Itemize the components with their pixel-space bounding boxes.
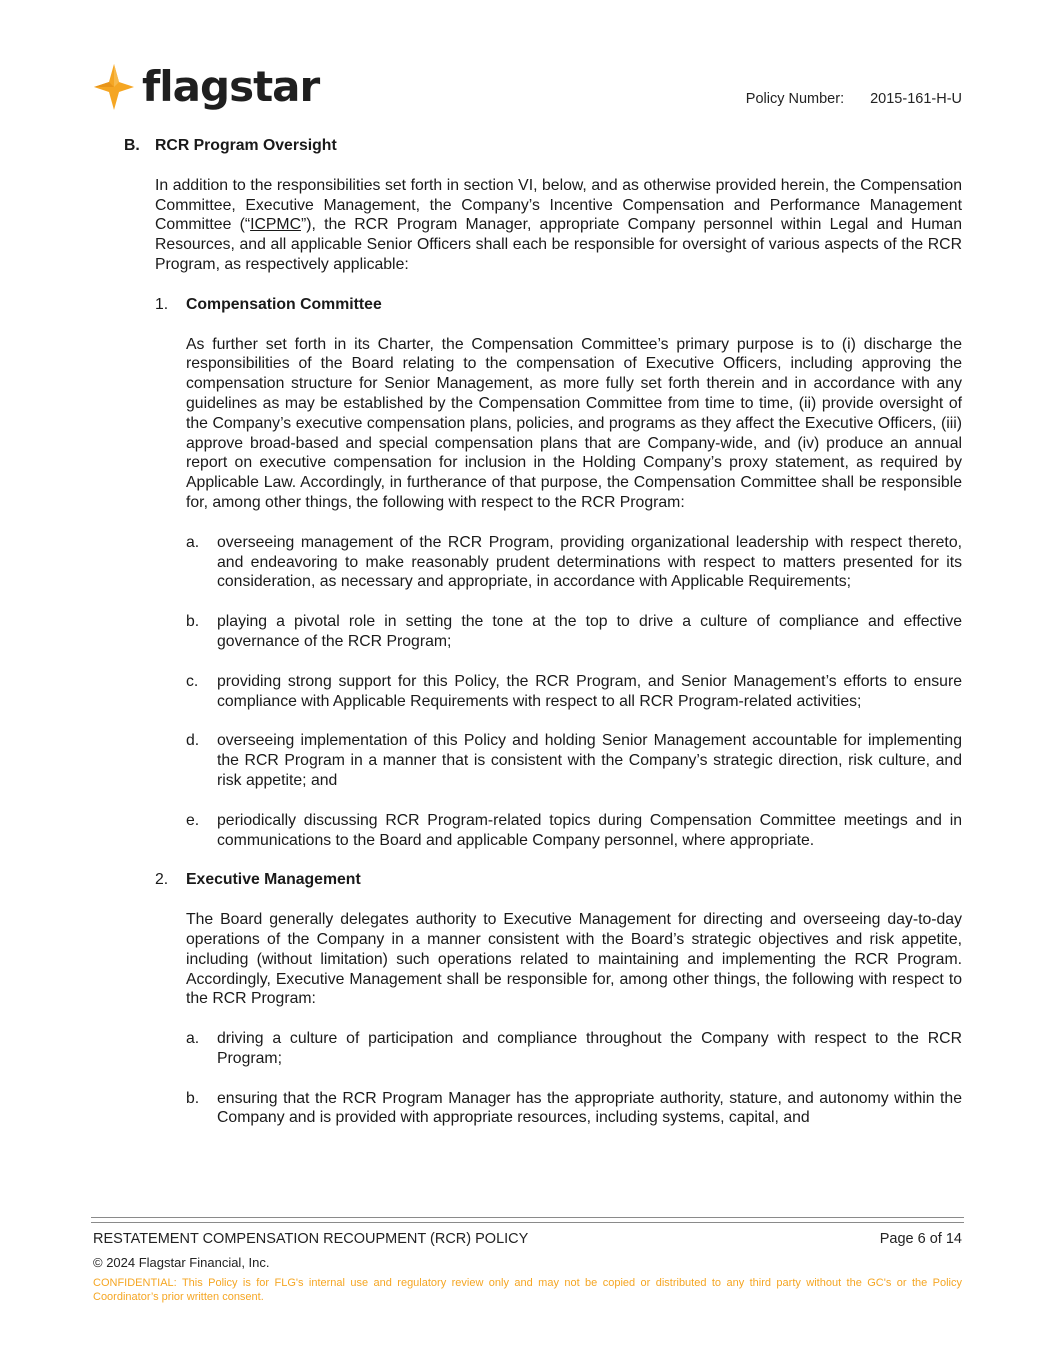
subsection-title: Executive Management <box>186 871 361 889</box>
page-number: Page 6 of 14 <box>879 1231 962 1247</box>
subsection-body: As further set forth in its Charter, the Compensation Committee’s primary purpose is to (i) discharge the responsibilities of the Board relating to the compensation of Executive Officers, including approving the compensation structure for Senior Management, as more fully set forth therein and in accordance with any guidelines as may be established by the Compensation Committee from time to time, (ii) provide oversight of the Company’s executive compensation plans, policies, and programs as they affect the Executive Officers, (iii) approve broad-based and special compensation plans that are Company-wide, and (iv) produce an annual report on executive compensation for inclusion in the Holding Company’s proxy statement, as required by Applicable Law. Accordingly, in furtherance of that purpose, the Compensation Committee shall be responsible for, among other things, the following with respect to the RCR Program: <box>186 335 962 511</box>
list-marker: c. <box>186 672 199 690</box>
footer-divider <box>91 1217 964 1223</box>
section-title: RCR Program Oversight <box>155 137 337 154</box>
section-intro <box>155 176 962 275</box>
footer-policy-title: RESTATEMENT COMPENSATION RECOUPMENT (RCR) POLICY <box>93 1231 529 1247</box>
list-marker: b. <box>186 613 200 631</box>
company-logo <box>92 60 319 114</box>
flagstar-star-icon <box>92 62 136 112</box>
subsection-number: 2. <box>155 871 169 889</box>
section-heading <box>124 136 962 156</box>
list-item <box>186 811 962 851</box>
section-marker: B. <box>124 137 140 154</box>
intro-text-start: In addition to the responsibilities set forth in section VI, below, and as otherwise provided herein, the Compensation Committee, Executive Management, the Company’s Incentive Compensation and Performance Management Committee (“ <box>155 176 962 234</box>
brand-name: flagstar <box>142 62 320 111</box>
copyright-notice: © 2024 Flagstar Financial, Inc. <box>93 1255 270 1270</box>
list-marker: a. <box>186 533 200 551</box>
subsection-heading <box>155 295 962 315</box>
list-item-text: providing strong support for this Policy, the RCR Program, and Senior Management’s efforts to ensure compliance with Applicable Requirements with respect to all RCR Program-related activities; <box>217 672 962 710</box>
list-item <box>186 533 962 592</box>
list-marker: a. <box>186 1030 200 1048</box>
policy-number-value: 2015-161-H-U <box>870 91 962 107</box>
list-item-text: overseeing management of the RCR Program, providing organizational leadership with respect thereto, and endeavoring to make reasonably prudent determinations with respect to matters presented for its consideration, as necessary and appropriate, in accordance with Applicable Requirements; <box>217 533 962 591</box>
list-marker: b. <box>186 1089 200 1107</box>
list-item-text: driving a culture of participation and compliance throughout the Company with respect to the RCR Program; <box>217 1030 962 1067</box>
list-item-text: playing a pivotal role in setting the tone at the top to drive a culture of compliance and effective governance of the RCR Program; <box>217 613 962 650</box>
document-body <box>124 136 962 1148</box>
confidentiality-notice: CONFIDENTIAL: This Policy is for FLG's internal use and regulatory review only and may not be copied or distributed to any third party without the GC's or the Policy Coordinator’s prior written consent. <box>93 1277 962 1303</box>
policy-number <box>746 91 962 107</box>
list-item <box>186 612 962 652</box>
list-item <box>186 1089 962 1129</box>
subsection-number: 1. <box>155 295 169 313</box>
subsection-heading <box>155 870 962 890</box>
list-item <box>186 672 962 712</box>
list-item-text: periodically discussing RCR Program-related topics during Compensation Committee meetings and in communications to the Board and applicable Company personnel, where appropriate. <box>217 811 962 849</box>
subsection-title: Compensation Committee <box>186 295 382 313</box>
policy-number-label: Policy Number: <box>745 91 845 107</box>
list-item <box>186 731 962 790</box>
list-marker: e. <box>186 811 200 829</box>
list-item <box>186 1029 962 1069</box>
list-marker: d. <box>186 732 200 750</box>
subsection-body: The Board generally delegates authority to Executive Management for directing and overseeing day-to-day operations of the Company in a manner consistent with the Board’s strategic objectives and risk appetite, including (without limitation) such operations related to maintaining and implementing the RCR Program. Accordingly, Executive Management shall be responsible for, among other things, the following with respect to the RCR Program: <box>186 911 962 1008</box>
intro-text-end: ”), the RCR Program Manager, appropriate Company personnel within Legal and Human Resources, and all applicable Senior Officers shall each be responsible for oversight of various aspects of the RCR Program, as respectively applicable: <box>155 216 962 273</box>
icpmc-abbreviation: ICPMC <box>250 216 301 234</box>
list-item-text: ensuring that the RCR Program Manager has the appropriate authority, stature, and autonomy within the Company and is provided with appropriate resources, including systems, capital, and <box>217 1089 962 1127</box>
list-item-text: overseeing implementation of this Policy and holding Senior Management accountable for implementing the RCR Program in a manner that is consistent with the Company’s strategic direction, risk culture, and risk appetite; and <box>217 732 962 789</box>
